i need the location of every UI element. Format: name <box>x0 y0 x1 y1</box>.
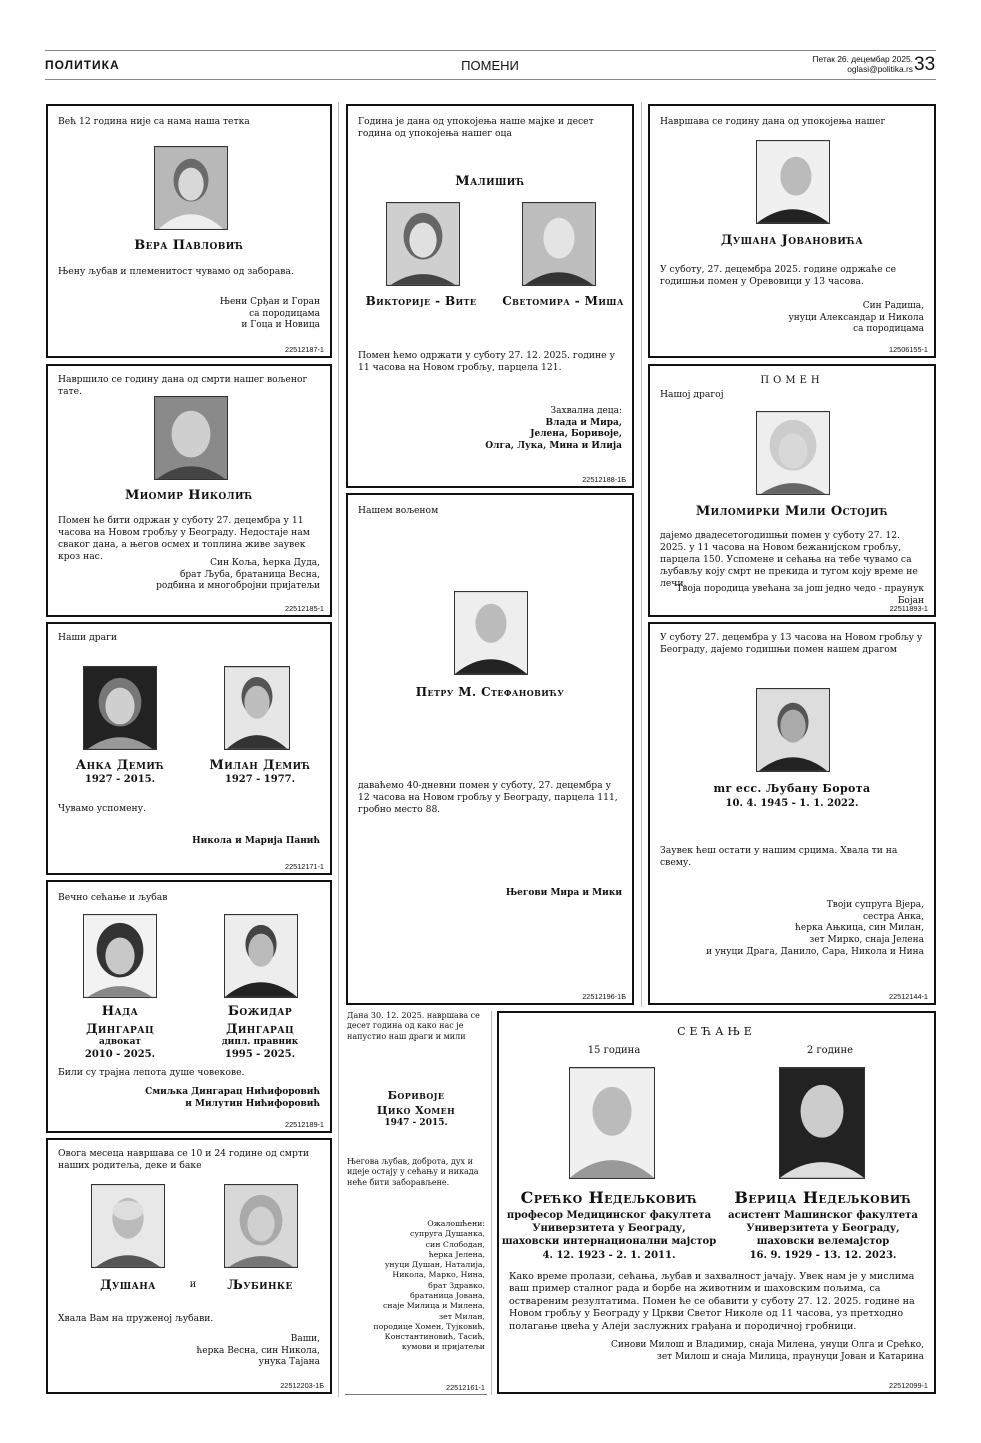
deceased-name: Божидар <box>227 1004 293 1019</box>
signature-line: и Гоца и Новица <box>241 320 320 331</box>
portrait-photo <box>224 914 298 998</box>
message-text: Заувек ћеш остати у нашим срцима. Хвала ти на свему. <box>660 845 898 868</box>
obituary-nikolic <box>46 364 332 617</box>
deceased-name: Милан Демић <box>209 758 311 773</box>
signature-line: Синови Милош и Владимир, снаја Милена, унуци Олга и Срећко, <box>611 1340 924 1350</box>
deceased-name: Срећко Недељковић <box>520 1188 698 1207</box>
signature-line: ћерка Весна, син Никола, <box>196 1345 320 1356</box>
deceased-description: шаховски велемајстор <box>756 1236 890 1247</box>
signature-block <box>156 558 320 593</box>
portrait-photo <box>756 411 830 495</box>
intro-text: Наши драги <box>58 632 118 643</box>
section-title: ПОМЕНИ <box>461 58 519 73</box>
signature-line: и унуци Драга, Данило, Сара, Никола и Нина <box>706 946 924 957</box>
profession: адвокат <box>99 1037 141 1047</box>
obituary-ostojic <box>648 364 936 617</box>
deceased-name: Душана <box>100 1278 156 1293</box>
signature-line: зет Мирко, снаја Јелена <box>809 935 924 946</box>
deceased-name: Нада <box>101 1004 139 1019</box>
intro-text: Нашем вољеном <box>358 505 439 516</box>
signature-line: ћерка Ањкица, син Милан, <box>795 923 924 934</box>
message-text: Били су трајна лепота душе човекове. <box>58 1067 245 1078</box>
signature-line: Ваши, <box>290 1334 320 1344</box>
deceased-surname: Дингарац <box>225 1022 295 1037</box>
portrait-photo <box>454 591 528 675</box>
deceased-name: mr ecc. Љубану Борота <box>713 782 871 795</box>
ad-code: 12506155-1 <box>889 344 928 354</box>
portrait-photo <box>756 688 830 772</box>
intro-text: Вечно сећање и љубав <box>58 892 168 903</box>
signature-block <box>706 900 924 958</box>
column-rule <box>641 102 642 1007</box>
message-text: дајемо двадесетогодишњи помен у суботу 27. 12. 2025. у 11 часова на Новом бежанијском гробљу, парцела 150. Успомене и сећања на тебе чувамо са љубављу коју смрт не прекида и тугом коју време не лечи. <box>660 530 918 589</box>
obituary-pavlovic <box>46 104 332 358</box>
deceased-name: Миомир Николић <box>124 488 254 503</box>
signature-line: ћерка Јелена, <box>428 1249 485 1259</box>
signature-line: Смиљка Дингарац Нићифоровић <box>145 1087 320 1097</box>
signature-line: снаје Милица и Милена, <box>383 1301 485 1311</box>
signature-line: зет Милан, <box>438 1311 485 1321</box>
signature-block <box>789 301 925 336</box>
obituary-jovanovic <box>648 104 936 358</box>
signature-line: са породицама <box>249 308 320 319</box>
deceased-description: Универзитета у Београду, <box>532 1223 686 1234</box>
column-rule <box>338 102 339 1397</box>
anniversary-label: 2 године <box>806 1045 854 1056</box>
ad-heading: СЕЋАЊЕ <box>677 1025 756 1038</box>
message-text: Како време пролази, сећања, љубав и захвалност јачају. Увек нам је у мислима ваш пример сталног рада и борбе на животним и шаховским пољима, са оствареним резултатима. Помен ће се обавити у суботу 27. 12. 2025. године на Новом гробљу у Београду у Цркви Светог Николе од 11 часова, уз претходно полагање цвећа у Алеји заслужних грађана и породичној гробници. <box>509 1271 915 1332</box>
intro-text: Нашој драгој <box>660 389 724 400</box>
ad-code: 22512144-1 <box>889 991 928 1001</box>
obituary-borota <box>648 622 936 1005</box>
signature-line: родбина и многобројни пријатељи <box>156 581 320 592</box>
conjunction: и <box>189 1279 197 1290</box>
signature-block <box>485 406 622 453</box>
signature-block <box>145 1087 320 1110</box>
portrait-photo <box>154 396 228 480</box>
deceased-description: Универзитета у Београду, <box>746 1223 900 1234</box>
portrait-photo <box>522 202 596 286</box>
signature-line: кумови и пријатељи <box>401 1342 485 1352</box>
deceased-description: професор Медицинског факултета <box>506 1210 712 1221</box>
message-text: Помен ће бити одржан у суботу 27. децембра у 11 часова на Новом гробљу у Београду. Недостаје нам сваког дана, а његов осмех и топлина живе заувек кроз нас. <box>58 515 310 562</box>
obituary-stefanovic <box>346 493 634 1005</box>
intro-text: Дана 30. 12. 2025. навршава се десет година од како нас је напустио наш драги и мили <box>347 1011 480 1041</box>
page-number: 33 <box>914 54 936 75</box>
obituary-malisic <box>346 104 634 488</box>
deceased-name: Анка Демић <box>75 758 165 773</box>
obituary-homen <box>345 1011 487 1395</box>
signature-line: брат Здравко, <box>428 1280 485 1290</box>
deceased-name: Верица Недељковић <box>734 1188 912 1207</box>
life-years: 1947 - 2015. <box>384 1118 448 1128</box>
ad-code: 22511893-1 <box>889 603 928 613</box>
life-years: 1927 - 2015. <box>84 774 156 785</box>
portrait-photo <box>386 202 460 286</box>
intro-text: Навршило се годину дана од смрти нашег вољеног тате. <box>58 374 308 397</box>
intro-text: У суботу 27. децембра у 13 часова на Новом гробљу у Београду, дајемо годишњи помен нашем драгом <box>660 632 923 655</box>
deceased-description: шаховски интернационални мајстор <box>501 1236 717 1247</box>
signature-line: унука Тајана <box>258 1357 320 1368</box>
life-years: 4. 12. 1923 - 2. 1. 2011. <box>542 1250 676 1261</box>
signature-line: супруга Душанка, <box>410 1229 485 1239</box>
signature-line: Син Радиша, <box>862 301 924 311</box>
message-text: Хвала Вам на пруженој љубави. <box>58 1313 214 1324</box>
profession: дипл. правник <box>221 1037 299 1047</box>
header-top-rule <box>45 50 936 51</box>
deceased-name: Љубинке <box>227 1278 293 1293</box>
portrait-photo <box>154 146 228 230</box>
column-rule <box>491 1011 492 1395</box>
intro-text: Овога месеца навршава се 10 и 24 године од смрти наших родитеља, деке и баке <box>58 1148 310 1171</box>
life-years: 1995 - 2025. <box>224 1049 296 1060</box>
intro-text: Година је дана од упокојења наше мајке и десет година од упокојења нашег оца <box>358 116 594 139</box>
deceased-name: Миломирки Мили Остојић <box>695 504 889 519</box>
deceased-surname: Дингарац <box>85 1022 155 1037</box>
portrait-photo <box>224 666 290 750</box>
life-years: 1927 - 1977. <box>224 774 296 785</box>
message-text: Помен ћемо одржати у суботу 27. 12. 2025. године у 11 часова на Новом гробљу, парцела 121. <box>358 350 615 373</box>
ad-code: 22512196-1Б <box>582 991 626 1001</box>
ad-code: 22512188-1Б <box>582 474 626 484</box>
deceased-name: Светомира - Миша <box>502 294 624 308</box>
signature-line: Твоји супруга Вјера, <box>826 900 924 910</box>
ad-code: 22512203-1Б <box>280 1380 324 1390</box>
ad-code: 22512099-1 <box>889 1380 928 1390</box>
life-years: 2010 - 2025. <box>84 1049 156 1060</box>
signature-line: са породицама <box>853 324 924 335</box>
contact-email: oglasi@politika.rs <box>847 63 913 74</box>
issue-date: Петак 26. децембар 2025. <box>812 54 913 64</box>
portrait-photo <box>83 666 157 750</box>
life-years: 10. 4. 1945 - 1. 1. 2022. <box>725 798 859 809</box>
intro-text: Навршава се годину дана од упокојења нашег <box>660 116 886 127</box>
signature-line: породице Хомен, Тујковић, <box>373 1321 485 1331</box>
signature-line: Син Коља, ћерка Дуда, <box>210 558 320 568</box>
newspaper-logo: ПОЛИТИКА <box>45 58 120 72</box>
message-text: Његова љубав, доброта, дух и идеје остају у сећању и никада неће бити заборављене. <box>347 1157 479 1187</box>
deceased-name: Вера Павловић <box>134 238 244 253</box>
portrait-photo <box>756 140 830 224</box>
signature-line: братаница Јована, <box>409 1290 485 1300</box>
signature-block <box>611 1340 924 1363</box>
signature-line: Олга, Лука, Мина и Илија <box>485 441 622 452</box>
signature-block <box>196 1334 320 1369</box>
ad-code: 22512187-1 <box>285 344 324 354</box>
ad-code: 22512161-1 <box>446 1382 485 1392</box>
signature-line: син Слободан, <box>425 1239 485 1249</box>
signature-line: зет Милош и снаја Милица, праунуци Јован и Катарина <box>656 1351 924 1362</box>
signature-line: Никола и Марија Панић <box>192 836 320 846</box>
obituary-nedeljkovic <box>497 1011 936 1394</box>
message-text: У суботу, 27. децембра 2025. године одржаће се годишњи помен у Оревовици у 13 часова. <box>660 264 897 287</box>
signature-line: Јелена, Боривоје, <box>530 429 622 440</box>
portrait-photo <box>569 1067 655 1179</box>
deceased-nickname: Цико Хомен <box>376 1104 456 1117</box>
signature-line: сестра Анка, <box>862 911 924 922</box>
deceased-name: Боривоје <box>387 1089 445 1102</box>
portrait-photo <box>91 1184 165 1268</box>
deceased-name: Петру М. Стефановићу <box>415 685 565 699</box>
message-text: Њену љубав и племенитост чувамо од заборава. <box>58 266 294 277</box>
signature-line: брат Љуба, братаница Весна, <box>179 569 320 580</box>
signature-line: и Милутин Нићифоровић <box>185 1098 320 1109</box>
signature-line: Константиновић, Тасић, <box>384 1332 485 1342</box>
message-text: Чувамо успомену. <box>58 803 146 814</box>
obituary-dusan-ljubinka <box>46 1138 332 1394</box>
portrait-photo <box>779 1067 865 1179</box>
ad-code: 22512171-1 <box>285 861 324 871</box>
obituary-demic <box>46 622 332 875</box>
dateline <box>808 55 913 74</box>
portrait-photo <box>224 1184 298 1268</box>
message-text: даваћемо 40-дневни помен у суботу, 27. децембра у 12 часова на Новом гробљу у Београду, парцела 111, гробно место 88. <box>358 780 618 815</box>
signature-line: Твоја породица увећана за још једно чедо - праунук Бојан <box>676 584 924 606</box>
intro-text: Већ 12 година није са нама наша тетка <box>58 116 250 127</box>
obituary-dingarac <box>46 880 332 1133</box>
ad-code: 22512189-1 <box>285 1119 324 1129</box>
signature-line: Захвална деца: <box>550 406 622 416</box>
ad-heading: ПОМЕН <box>760 375 824 386</box>
deceased-name: Душана Јовановића <box>720 233 864 248</box>
portrait-photo <box>83 914 157 998</box>
signature-line: Ожалошћени: <box>427 1219 485 1228</box>
signature-line: Његови Мира и Мики <box>505 888 622 898</box>
signature-line: Никола, Марко, Нина, <box>392 1270 485 1280</box>
signature-line: унуци Душан, Наталија, <box>384 1260 485 1270</box>
ad-code: 22512185-1 <box>285 603 324 613</box>
signature-block <box>220 297 320 332</box>
anniversary-label: 15 година <box>587 1045 641 1056</box>
deceased-name: Викторије - Вите <box>365 294 477 308</box>
signature-line: Њени Срђан и Горан <box>219 297 320 307</box>
header-bottom-rule <box>45 79 936 80</box>
deceased-description: асистент Машинског факултета <box>728 1210 918 1221</box>
signature-line: унуци Александар и Никола <box>788 312 924 323</box>
signature-line: Влада и Мира, <box>545 417 622 428</box>
family-surname: Малишић <box>455 174 525 189</box>
life-years: 16. 9. 1929 - 13. 12. 2023. <box>749 1250 897 1261</box>
signature-block <box>373 1219 485 1353</box>
